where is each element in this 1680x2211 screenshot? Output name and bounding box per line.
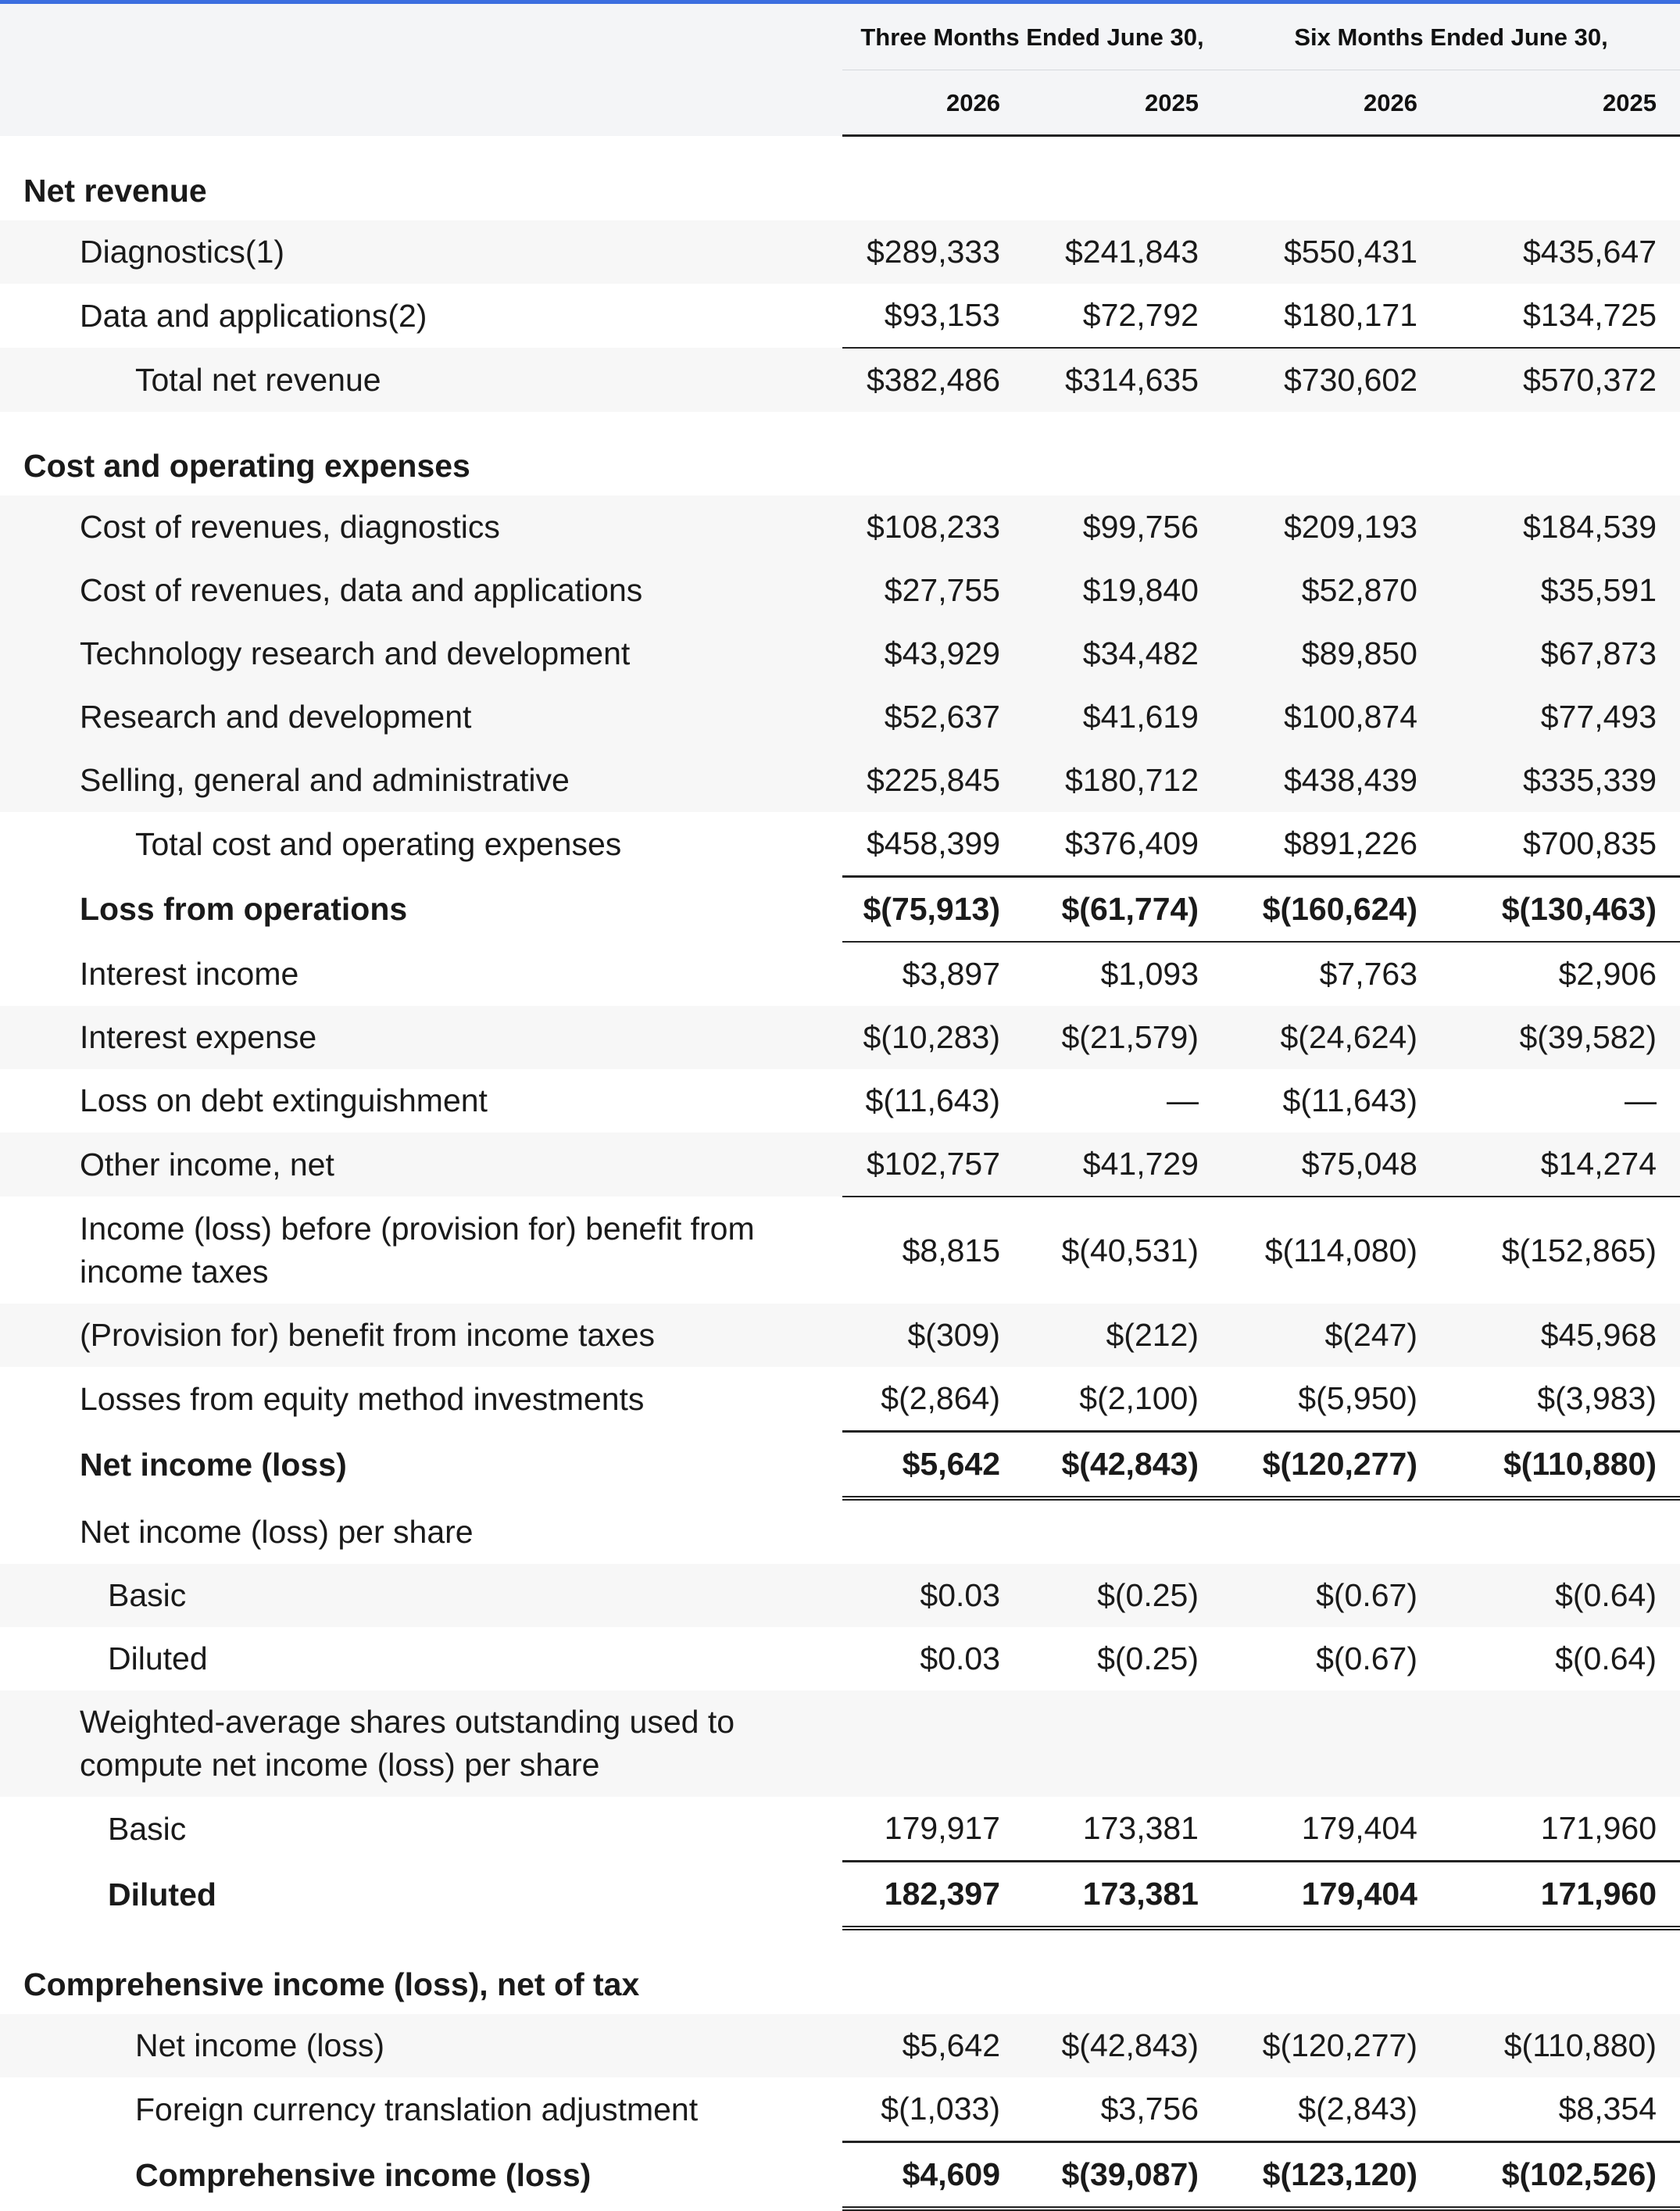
cell-value: $89,850: [1222, 622, 1441, 685]
row-label: Loss on debt extinguishment: [80, 1082, 488, 1118]
table-row: [0, 1797, 1680, 1862]
row-label: Loss from operations: [80, 890, 408, 927]
row-label: Income (loss) before (provision for) benefit from income taxes: [80, 1210, 755, 1290]
cell-value: $5,642: [842, 2014, 1024, 2077]
cell-value: $(3,983): [1537, 1380, 1657, 1416]
row-label: Cost of revenues, data and applications: [0, 559, 842, 622]
cell-value: $52,870: [1222, 559, 1441, 622]
table-row: [0, 685, 1680, 749]
cell-value: $43,929: [842, 622, 1024, 685]
table-row: [0, 1069, 1680, 1132]
cell-value: $180,712: [1024, 749, 1222, 812]
cell-value: $(309): [842, 1304, 1024, 1367]
table-row: [0, 1564, 1680, 1627]
cell-value: $458,399: [866, 825, 1000, 861]
table-row: [0, 1690, 1680, 1797]
table-row: [0, 2014, 1680, 2077]
table-row: [0, 559, 1680, 622]
cell-value: $100,874: [1222, 685, 1441, 749]
row-label: Data and applications(2): [80, 297, 427, 334]
header-year: 2026: [842, 70, 1024, 136]
row-label: Selling, general and administrative: [0, 749, 842, 812]
cell-value: $(114,080): [1264, 1232, 1417, 1268]
cell-value: $(247): [1222, 1304, 1441, 1367]
table-row: [0, 1862, 1680, 1929]
table-row: [0, 812, 1680, 877]
cell-value: 173,381: [1024, 1862, 1222, 1929]
cell-value: 179,917: [884, 1810, 1000, 1846]
cell-value: $0.03: [920, 1640, 1000, 1676]
cell-value: $8,815: [902, 1232, 1000, 1268]
cell-value: 171,960: [1540, 1810, 1657, 1846]
table-row: [0, 622, 1680, 685]
cell-value: $(130,463): [1441, 877, 1680, 943]
row-label: Diluted: [108, 1876, 216, 1912]
cell-value: $382,486: [842, 348, 1024, 412]
cell-value: 179,404: [1301, 1810, 1417, 1846]
cell-value: 171,960: [1441, 1862, 1680, 1929]
row-label: Interest income: [80, 955, 299, 992]
cell-value: $(123,120): [1222, 2142, 1441, 2209]
cell-value: $435,647: [1441, 220, 1680, 284]
cell-value: $314,635: [1024, 348, 1222, 412]
cell-value: $41,729: [1024, 1132, 1222, 1197]
row-label: Basic: [0, 1564, 842, 1627]
row-label: Total net revenue: [0, 348, 842, 412]
cell-value: $550,431: [1222, 220, 1441, 284]
cell-value: $(40,531): [1061, 1232, 1199, 1268]
section-title-net-revenue: Net revenue: [0, 136, 1680, 221]
cell-value: $(11,643): [865, 1082, 1000, 1118]
table-row: [0, 877, 1680, 943]
cell-value: $(2,100): [1079, 1380, 1199, 1416]
cell-value: $(39,582): [1441, 1006, 1680, 1069]
cell-value: $1,093: [1100, 956, 1199, 992]
row-label: Total cost and operating expenses: [135, 825, 622, 862]
row-label: Cost of revenues, diagnostics: [0, 496, 842, 559]
cell-value: $184,539: [1441, 496, 1680, 559]
row-label: Technology research and development: [0, 622, 842, 685]
row-label: Interest expense: [0, 1006, 842, 1069]
table-row: [0, 1132, 1680, 1197]
cell-value: $(2,864): [881, 1380, 1000, 1416]
cell-value: $99,756: [1024, 496, 1222, 559]
section-title-cost-opex: Cost and operating expenses: [0, 412, 1680, 496]
cell-value: $8,354: [1558, 2091, 1657, 2127]
table-row: [0, 1627, 1680, 1690]
cell-value: $4,609: [842, 2142, 1024, 2209]
cell-value: $225,845: [842, 749, 1024, 812]
table-row: [0, 496, 1680, 559]
table-row: [0, 1498, 1680, 1564]
cell-value: $376,409: [1064, 825, 1199, 861]
cell-value: $72,792: [1024, 284, 1222, 348]
cell-value: $438,439: [1222, 749, 1441, 812]
cell-value: $41,619: [1024, 685, 1222, 749]
cell-value: $3,756: [1100, 2091, 1199, 2127]
cell-value: $(110,880): [1441, 1432, 1680, 1499]
cell-value: 173,381: [1082, 1810, 1199, 1846]
table-row: [0, 1197, 1680, 1304]
cell-value: $(0.64): [1441, 1564, 1680, 1627]
cell-value: $77,493: [1441, 685, 1680, 749]
table-row: [0, 284, 1680, 348]
cell-value: $2,906: [1558, 956, 1657, 992]
cell-value: 182,397: [842, 1862, 1024, 1929]
cell-value: $75,048: [1222, 1132, 1441, 1197]
cell-value: $(1,033): [881, 2091, 1000, 2127]
cell-value: $(42,843): [1024, 2014, 1222, 2077]
header-three-months: Three Months Ended June 30,: [842, 4, 1222, 70]
header-blank: [0, 4, 842, 70]
section-row: [0, 136, 1680, 221]
cell-value: $(212): [1024, 1304, 1222, 1367]
header-year: 2025: [1441, 70, 1680, 136]
cell-value: $700,835: [1523, 825, 1657, 861]
header-six-months: Six Months Ended June 30,: [1222, 4, 1680, 70]
row-label: (Provision for) benefit from income taxes: [0, 1304, 842, 1367]
cell-value: $891,226: [1283, 825, 1417, 861]
section-row: [0, 1928, 1680, 2014]
table-row: [0, 1367, 1680, 1432]
cell-value: $35,591: [1441, 559, 1680, 622]
cell-value: $(160,624): [1222, 877, 1441, 943]
cell-value: $(39,087): [1024, 2142, 1222, 2209]
cell-value: $(0.67): [1316, 1640, 1417, 1676]
cell-value: —: [1625, 1082, 1657, 1118]
cell-value: $(0.67): [1222, 1564, 1441, 1627]
cell-value: $180,171: [1222, 284, 1441, 348]
cell-value: $(2,843): [1298, 2091, 1417, 2127]
income-statement-table: [0, 4, 1680, 2211]
cell-value: $14,274: [1441, 1132, 1680, 1197]
section-title-comprehensive: Comprehensive income (loss), net of tax: [0, 1928, 1680, 2014]
cell-value: $0.03: [842, 1564, 1024, 1627]
table-row: [0, 749, 1680, 812]
cell-value: $209,193: [1222, 496, 1441, 559]
row-label: Comprehensive income (loss): [135, 2156, 592, 2193]
cell-value: $19,840: [1024, 559, 1222, 622]
row-label: Weighted-average shares outstanding used to compute net income (loss) per share: [0, 1690, 1680, 1797]
row-label: Research and development: [0, 685, 842, 749]
cell-value: $27,755: [842, 559, 1024, 622]
cell-value: 179,404: [1222, 1862, 1441, 1929]
cell-value: $(0.25): [1097, 1640, 1199, 1676]
cell-value: $(0.64): [1555, 1640, 1657, 1676]
cell-value: $(75,913): [842, 877, 1024, 943]
cell-value: $5,642: [842, 1432, 1024, 1499]
cell-value: $570,372: [1441, 348, 1680, 412]
cell-value: $(11,643): [1282, 1082, 1417, 1118]
cell-value: $102,757: [842, 1132, 1024, 1197]
table-row: [0, 942, 1680, 1006]
cell-value: $(24,624): [1222, 1006, 1441, 1069]
cell-value: $34,482: [1024, 622, 1222, 685]
cell-value: $7,763: [1319, 956, 1417, 992]
cell-value: $289,333: [842, 220, 1024, 284]
table-row: [0, 348, 1680, 412]
row-label: Net income (loss) per share: [80, 1514, 474, 1550]
cell-value: $3,897: [902, 956, 1000, 992]
cell-value: $(61,774): [1024, 877, 1222, 943]
row-label: Losses from equity method investments: [80, 1380, 645, 1417]
cell-value: $93,153: [842, 284, 1024, 348]
cell-value: $(120,277): [1222, 1432, 1441, 1499]
cell-value: $(21,579): [1024, 1006, 1222, 1069]
cell-value: $134,725: [1441, 284, 1680, 348]
table-row: [0, 2077, 1680, 2142]
table-row: [0, 1006, 1680, 1069]
row-label: Diagnostics(1): [0, 220, 842, 284]
table-header: [0, 4, 1680, 136]
table-row: [0, 2142, 1680, 2209]
cell-value: —: [1167, 1082, 1199, 1118]
cell-value: $45,968: [1441, 1304, 1680, 1367]
header-year: 2026: [1222, 70, 1441, 136]
cell-value: $(0.25): [1024, 1564, 1222, 1627]
cell-value: $67,873: [1441, 622, 1680, 685]
cell-value: $108,233: [842, 496, 1024, 559]
cell-value: $(5,950): [1298, 1380, 1417, 1416]
cell-value: $335,339: [1441, 749, 1680, 812]
cell-value: $(120,277): [1222, 2014, 1441, 2077]
table-row: [0, 1432, 1680, 1499]
row-label: Net income (loss): [80, 1446, 347, 1483]
row-label: Basic: [108, 1810, 187, 1847]
cell-value: $241,843: [1024, 220, 1222, 284]
cell-value: $(102,526): [1441, 2142, 1680, 2209]
cell-value: $(10,283): [842, 1006, 1024, 1069]
cell-value: $(110,880): [1441, 2014, 1680, 2077]
row-label: Net income (loss): [0, 2014, 842, 2077]
header-year: 2025: [1024, 70, 1222, 136]
table-row: [0, 1304, 1680, 1367]
cell-value: $(152,865): [1501, 1232, 1657, 1268]
row-label: Diluted: [108, 1640, 208, 1676]
row-label: Other income, net: [0, 1132, 842, 1197]
header-blank: [0, 70, 842, 136]
row-label: Foreign currency translation adjustment: [135, 2091, 699, 2127]
section-row: [0, 412, 1680, 496]
cell-value: $730,602: [1222, 348, 1441, 412]
cell-value: $52,637: [842, 685, 1024, 749]
cell-value: $(42,843): [1024, 1432, 1222, 1499]
table-row: [0, 220, 1680, 284]
